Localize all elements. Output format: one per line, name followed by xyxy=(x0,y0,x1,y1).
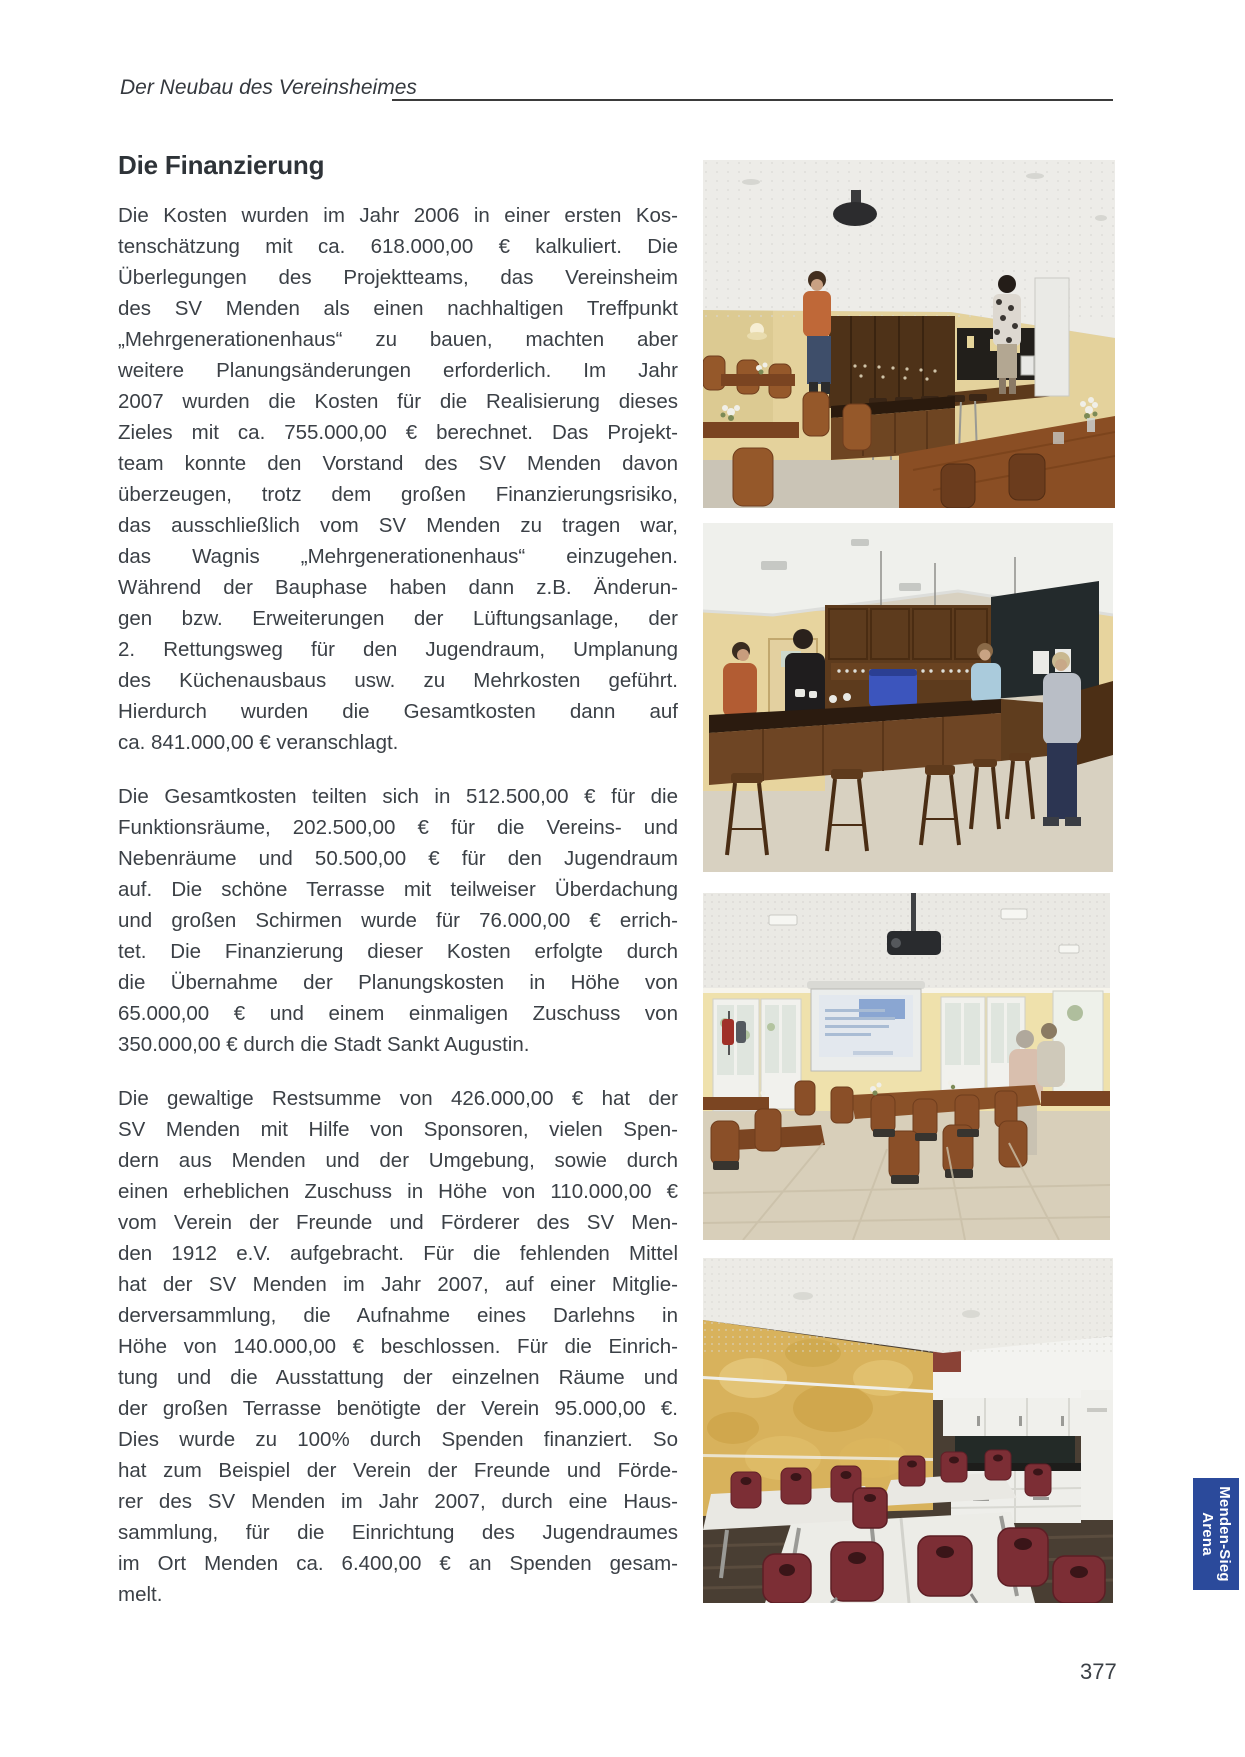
text-line: Die gewaltige Restsumme von 426.000,00 € hat der xyxy=(118,1087,678,1110)
side-tab-text xyxy=(1193,1478,1239,1590)
text-line: der großen Terrasse benötigte der Verein 95.000,00 €. xyxy=(118,1397,678,1420)
text-line: Die Kosten wurden im Jahr 2006 in einer ersten Kos- xyxy=(118,204,678,227)
text-line: 2007 wurden die Kosten für die Realisierung dieses xyxy=(118,390,678,413)
running-header: Der Neubau des Vereinsheimes xyxy=(120,76,417,99)
text-line: 350.000,00 € durch die Stadt Sankt Augustin. xyxy=(118,1033,530,1056)
photo-bar-counter xyxy=(703,523,1113,872)
text-line: und großen Schirmen wurde für 76.000,00 € errich- xyxy=(118,909,678,932)
text-line: gen bzw. Erweiterungen der Lüftungsanlage, der xyxy=(118,607,678,630)
text-line: tet. Die Finanzierung dieser Kosten erfolgte durch xyxy=(118,940,678,963)
text-line: Höhe von 140.000,00 € beschlossen. Für die Einrich- xyxy=(118,1335,678,1358)
photo-dining-room-bar xyxy=(703,160,1115,508)
photo-youth-room-image xyxy=(703,1258,1113,1603)
text-line: überzeugen, trotz dem großen Finanzierungsrisiko, xyxy=(118,483,678,506)
text-line: einen erheblichen Zuschuss in Höhe von 110.000,00 € xyxy=(118,1180,678,1203)
text-line: team konnte den Vorstand des SV Menden davon xyxy=(118,452,678,475)
text-line: das ausschließlich vom SV Menden zu tragen war, xyxy=(118,514,678,537)
text-line: Die Gesamtkosten teilten sich in 512.500,00 € für die xyxy=(118,785,678,808)
photo-dining-room-bar-image xyxy=(703,160,1115,508)
text-line: Funktionsräume, 202.500,00 € für die Vereins- und xyxy=(118,816,678,839)
header-rule xyxy=(392,99,1113,101)
text-line: dern aus Menden und der Umgebung, sowie durch xyxy=(118,1149,678,1172)
photo-dining-room-screen-image xyxy=(703,893,1110,1240)
text-line: tung und die Ausstattung der einzelnen Räume und xyxy=(118,1366,678,1389)
text-line: Hierdurch wurden die Gesamtkosten dann auf xyxy=(118,700,678,723)
text-line: die Übernahme der Planungskosten in Höhe von xyxy=(118,971,678,994)
text-line: des SV Menden als einen nachhaltigen Treffpunkt xyxy=(118,297,678,320)
photo-dining-room-screen xyxy=(703,893,1110,1240)
text-line: „Mehrgenerationenhaus“ zu bauen, machten aber xyxy=(118,328,678,351)
text-line: hat der SV Menden im Jahr 2007, auf einer Mitglie- xyxy=(118,1273,678,1296)
paragraph xyxy=(118,1083,678,1610)
text-line: sammlung, für die Einrichtung des Jugendraumes xyxy=(118,1521,678,1544)
side-tab-menden-sieg-arena xyxy=(1193,1478,1239,1590)
text-line: Zieles mit ca. 755.000,00 € berechnet. Das Projekt- xyxy=(118,421,678,444)
text-line: tenschätzung mit ca. 618.000,00 € kalkuliert. Die xyxy=(118,235,678,258)
side-tab-line2: Arena xyxy=(1199,1512,1216,1556)
paragraph xyxy=(118,200,678,758)
text-line: melt. xyxy=(118,1583,163,1606)
text-line: 2. Rettungsweg für den Jugendraum, Umplanung xyxy=(118,638,678,661)
text-line: des Küchenausbaus usw. zu Mehrkosten geführt. xyxy=(118,669,678,692)
text-line: Nebenräume und 50.500,00 € für den Jugendraum xyxy=(118,847,678,870)
photo-youth-room xyxy=(703,1258,1113,1603)
text-line: rer des SV Menden im Jahr 2007, durch eine Haus- xyxy=(118,1490,678,1513)
text-line: SV Menden mit Hilfe von Sponsoren, vielen Spen- xyxy=(118,1118,678,1141)
text-line: das Wagnis „Mehrgenerationenhaus“ einzugehen. xyxy=(118,545,678,568)
text-line: im Ort Menden ca. 6.400,00 € an Spenden gesam- xyxy=(118,1552,678,1575)
text-line: ca. 841.000,00 € veranschlagt. xyxy=(118,731,399,754)
section-heading: Die Finanzierung xyxy=(118,150,325,180)
text-line: Überlegungen des Projektteams, das Vereinsheim xyxy=(118,266,678,289)
text-line: hat zum Beispiel der Verein der Freunde und Förde- xyxy=(118,1459,678,1482)
paragraph xyxy=(118,781,678,1060)
article-body xyxy=(118,200,678,1633)
page-number: 377 xyxy=(1080,1659,1117,1684)
text-line: weitere Planungsänderungen erforderlich. Im Jahr xyxy=(118,359,678,382)
text-line: vom Verein der Freunde und Förderer des SV Men- xyxy=(118,1211,678,1234)
text-line: derversammlung, die Aufnahme eines Darlehns in xyxy=(118,1304,678,1327)
text-line: den 1912 e.V. aufgebracht. Für die fehlenden Mittel xyxy=(118,1242,678,1265)
text-line: 65.000,00 € und einem einmaligen Zuschuss von xyxy=(118,1002,678,1025)
text-line: auf. Die schöne Terrasse mit teilweiser Überdachung xyxy=(118,878,678,901)
photo-bar-counter-image xyxy=(703,523,1113,872)
text-line: Dies wurde zu 100% durch Spenden finanziert. So xyxy=(118,1428,678,1451)
text-line: Während der Bauphase haben dann z.B. Änderun- xyxy=(118,576,678,599)
side-tab-line1: Menden-Sieg xyxy=(1216,1486,1233,1582)
